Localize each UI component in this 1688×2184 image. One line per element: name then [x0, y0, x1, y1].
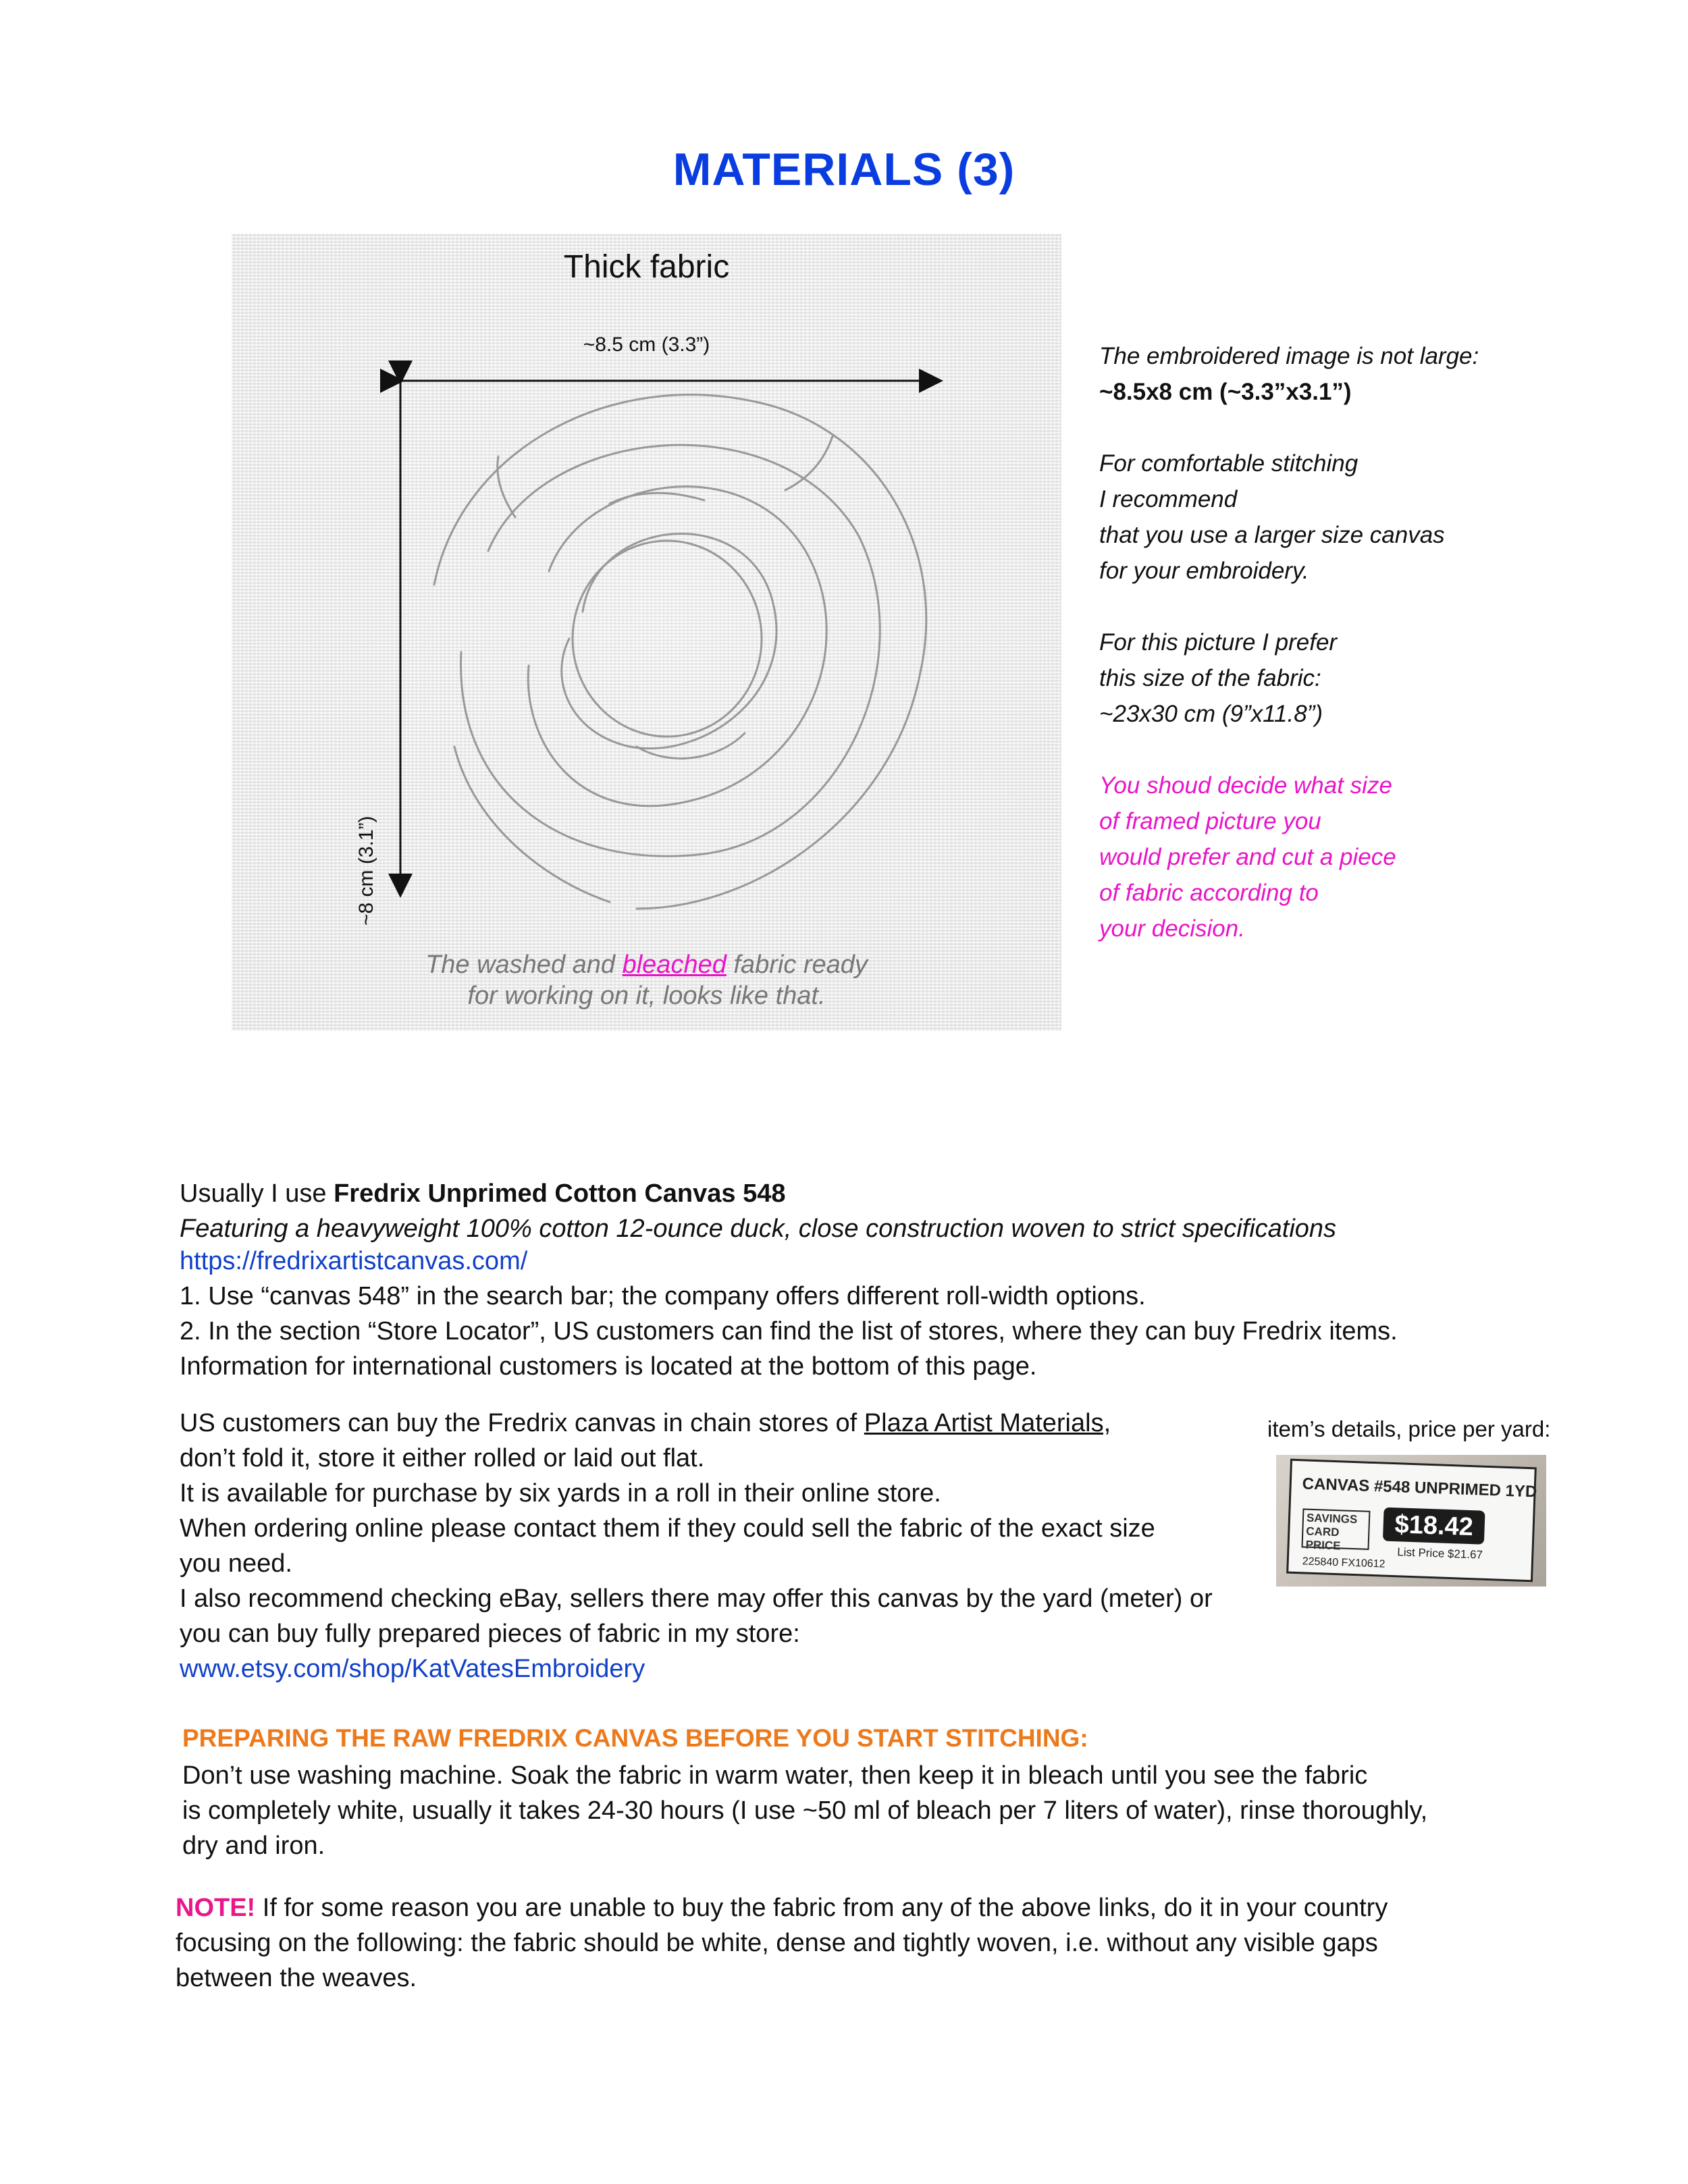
us-line-1-text: US customers can buy the Fredrix canvas in chain stores of: [180, 1409, 864, 1437]
side-note-line: For this picture I prefer: [1099, 629, 1338, 656]
step-1: 1. Use “canvas 548” in the search bar; the company offers different roll-width options.: [180, 1282, 1146, 1310]
tag-savings-card: SAVINGS CARD PRICE: [1301, 1508, 1370, 1549]
side-note-line: The embroidered image is not large:: [1099, 343, 1479, 369]
preparing-line-1: Don’t use washing machine. Soak the fabric in warm water, then keep it in bleach until you see the fabric: [182, 1761, 1368, 1790]
plaza-store-link[interactable]: Plaza Artist Materials,: [864, 1409, 1111, 1437]
side-note-line: that you use a larger size canvas: [1099, 522, 1445, 548]
side-note-size: ~8.5x8 cm (~3.3”x3.1”): [1099, 379, 1352, 405]
side-note-pink: You shoud decide what size: [1099, 772, 1392, 799]
note-line-3: between the weaves.: [176, 1964, 417, 1992]
caption-line-2: for working on it, looks like that.: [467, 982, 826, 1010]
international-info: Information for international customers is located at the bottom of this page.: [180, 1352, 1037, 1381]
fredrix-link[interactable]: https://fredrixartistcanvas.com/: [180, 1247, 528, 1275]
us-line-5: you need.: [180, 1549, 292, 1578]
page-title: MATERIALS (3): [672, 144, 1016, 195]
us-line-4: When ordering online please contact them if they could sell the fabric of the exact size: [180, 1514, 1155, 1543]
note-line-2: focusing on the following: the fabric should be white, dense and tightly woven, i.e. without any visible gaps: [176, 1929, 1378, 1957]
side-note-line: I recommend: [1099, 486, 1238, 512]
us-line-7: you can buy fully prepared pieces of fabric in my store:: [180, 1620, 800, 1648]
preparing-line-3: dry and iron.: [182, 1832, 325, 1860]
fabric-photo: [232, 234, 1061, 1031]
caption-text-2: fabric ready: [726, 951, 868, 979]
tag-title: CANVAS #548 UNPRIMED 1YD: [1302, 1474, 1537, 1501]
us-line-6: I also recommend checking eBay, sellers there may offer this canvas by the yard (meter) or: [180, 1584, 1213, 1613]
width-dimension-label: ~8.5 cm (3.3”): [583, 334, 710, 356]
side-note-line: ~23x30 cm (9”x11.8”): [1099, 701, 1323, 727]
side-note-line: this size of the fabric:: [1099, 665, 1321, 691]
us-line-3: It is available for purchase by six yards in a roll in their online store.: [180, 1479, 941, 1508]
note-text: If for some reason you are unable to buy the fabric from any of the above links, do it in your country: [255, 1894, 1388, 1922]
tag-sku: 225840 FX10612: [1302, 1555, 1386, 1570]
usually-line: [180, 1176, 785, 1211]
note-label: NOTE!: [176, 1894, 256, 1922]
side-note-pink: of fabric according to: [1099, 880, 1319, 906]
us-line-2: don’t fold it, store it either rolled or laid out flat.: [180, 1444, 705, 1472]
item-details-label: item’s details, price per yard:: [1267, 1416, 1551, 1441]
photo-caption: [232, 949, 1061, 1011]
side-note-line: For comfortable stitching: [1099, 450, 1359, 477]
side-note-line: for your embroidery.: [1099, 558, 1309, 584]
price-tag-photo: [1276, 1455, 1546, 1587]
usually-prefix: Usually I use: [180, 1179, 334, 1208]
caption-highlight: bleached: [622, 951, 727, 979]
caption-text: The washed and: [425, 951, 623, 979]
us-line-1: [180, 1406, 1111, 1441]
preparing-heading: PREPARING THE RAW FREDRIX CANVAS BEFORE YOU START STITCHING:: [182, 1724, 1088, 1752]
side-note-pink: would prefer and cut a piece: [1099, 844, 1396, 870]
thick-fabric-label: Thick fabric: [563, 249, 730, 285]
height-dimension-label: ~8 cm (3.1”): [355, 816, 377, 926]
note-line-1: [176, 1890, 1388, 1925]
product-feature: Featuring a heavyweight 100% cotton 12-ounce duck, close construction woven to strict specifications: [180, 1215, 1337, 1243]
side-note-pink: your decision.: [1099, 915, 1245, 942]
side-note-pink: of framed picture you: [1099, 808, 1321, 834]
preparing-line-2: is completely white, usually it takes 24-30 hours (I use ~50 ml of bleach per 7 liters of water), rinse thoroughly,: [182, 1796, 1428, 1825]
price-tag-card: [1286, 1459, 1537, 1582]
rose-sketch: [434, 395, 926, 909]
product-name: Fredrix Unprimed Cotton Canvas 548: [334, 1179, 786, 1208]
tag-price: $18.42: [1383, 1508, 1485, 1545]
step-2: 2. In the section “Store Locator”, US customers can find the list of stores, where they can buy Fredrix items.: [180, 1317, 1398, 1346]
tag-list-price: List Price $21.67: [1397, 1545, 1483, 1562]
etsy-link[interactable]: www.etsy.com/shop/KatVatesEmbroidery: [180, 1655, 645, 1683]
